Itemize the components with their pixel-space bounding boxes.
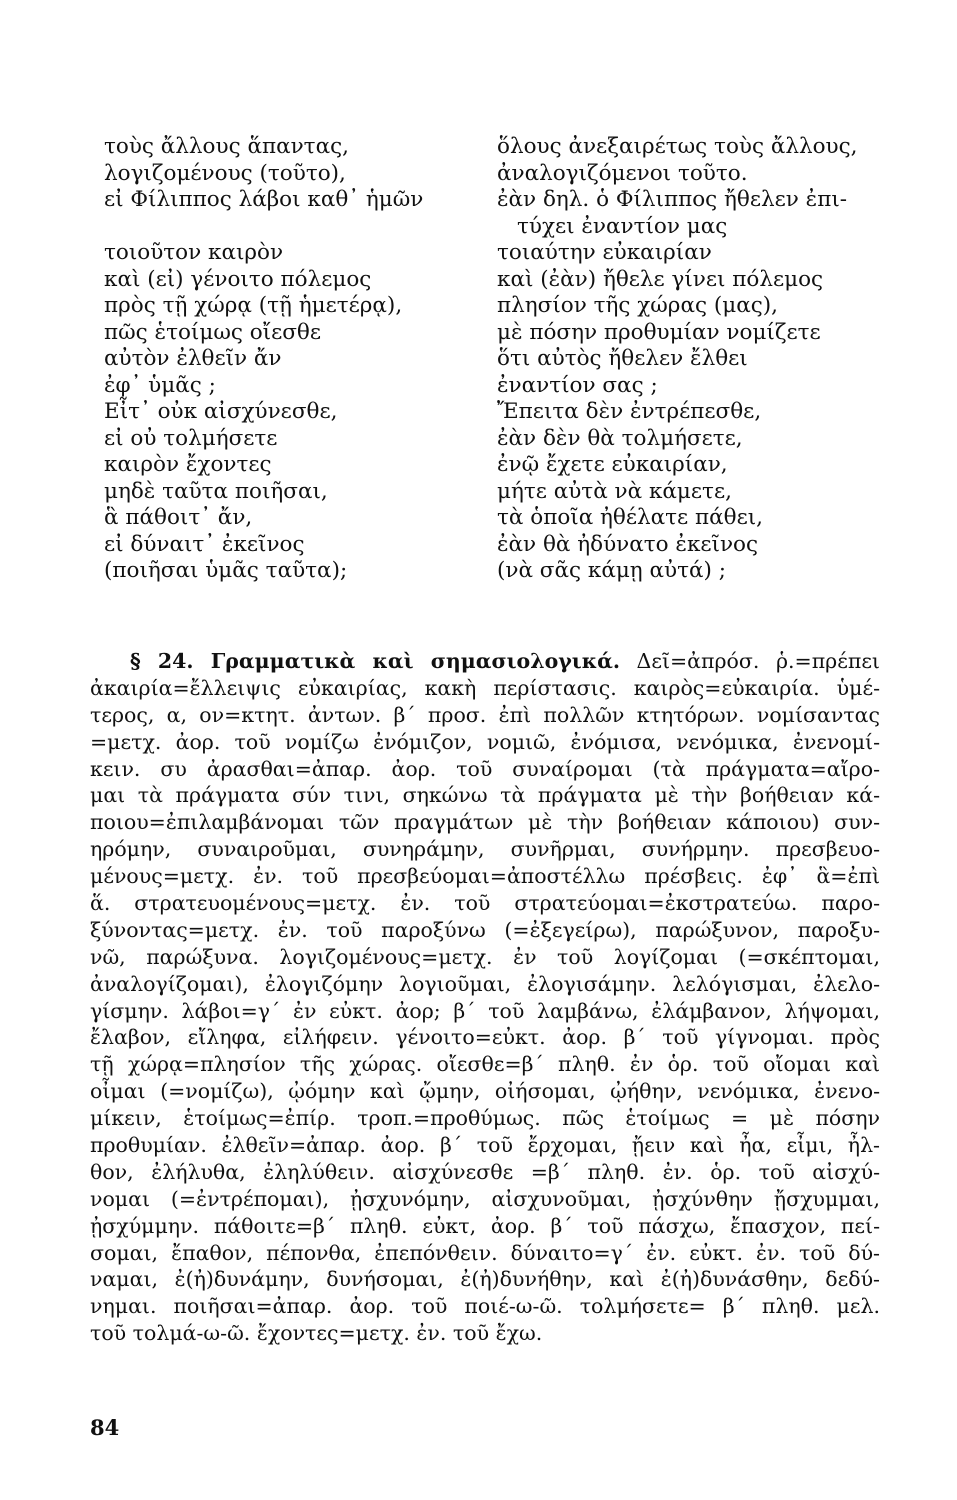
note-line: νομαι (=ἐντρέπομαι), ᾐσχυνόμην, αἰσχυνοῦμαι, ᾐσχύνθην ᾔσχυμμαι, — [90, 1186, 880, 1211]
original-line: ἐφ᾽ ὑμᾶς ; — [104, 372, 216, 398]
page-number: 84 — [90, 1415, 120, 1440]
note-line: νημαι. ποιῆσαι=ἀπαρ. ἀορ. τοῦ ποιέ-ω-ῶ. τολμήσετε= β΄ πληθ. μελ. — [90, 1294, 880, 1319]
translation-line: ἐναντίον σας ; — [497, 372, 658, 398]
original-line: εἰ οὐ τολμήσετε — [104, 425, 278, 451]
translation-line: ἐὰν δὲν θὰ τολμήσετε, — [497, 425, 743, 451]
original-line: εἰ Φίλιππος λάβοι καθ᾽ ἡμῶν — [104, 187, 424, 212]
translation-line: τὰ ὁποῖα ἠθέλατε πάθει, — [497, 505, 764, 530]
grammar-notes — [90, 648, 880, 1347]
original-line: καιρὸν ἔχοντες — [104, 452, 272, 477]
note-line: μίκειν, ἑτοίμως=ἐπίρ. τροπ.=προθύμως. πῶς ἑτοίμως = μὲ πόσην — [90, 1106, 880, 1131]
translation-line: τοιαύτην εὐκαιρίαν — [497, 240, 712, 265]
original-line: εἰ δύναιτ᾽ ἐκεῖνος — [104, 531, 305, 557]
translation-line: ὅτι αὐτὸς ἤθελεν ἔλθει — [497, 346, 748, 371]
note-line: θον, ἐλήλυθα, ἐληλύθειν. αἰσχύνεσθε =β΄ πληθ. ἐν. ὁρ. τοῦ αἰσχύ- — [90, 1159, 880, 1184]
original-line: μηδὲ ταῦτα ποιῆσαι, — [104, 478, 328, 504]
note-line: οἶμαι (=νομίζω), ᾠόμην καὶ ᾤμην, οἰήσομαι, ᾠήθην, νενόμικα, ἐνενο- — [90, 1079, 880, 1104]
translation-line: (νὰ σᾶς κάμῃ αὐτά) ; — [497, 558, 726, 583]
note-line: προθυμίαν. ἐλθεῖν=ἀπαρ. ἀορ. β΄ τοῦ ἔρχομαι, ᾔειν καὶ ἦα, εἶμι, ἦλ- — [90, 1133, 880, 1158]
original-line: πρὸς τῇ χώρᾳ (τῇ ἡμετέρᾳ), — [104, 293, 403, 318]
note-line: ἀναλογίζομαι), ἐλογιζόμην λογιοῦμαι, ἐλογισάμην. λελόγισμαι, ἐλελο- — [90, 971, 880, 996]
original-line: αὐτὸν ἐλθεῖν ἄν — [104, 346, 282, 371]
translation-line: πλησίον τῆς χώρας (μας), — [497, 293, 778, 318]
note-line: ἔλαβον, εἴληφα, εἰλήφειν. γένοιτο=εὐκτ. ἀορ. β΄ τοῦ γίγνομαι. πρὸς — [90, 1025, 880, 1050]
note-line: ξύνοντας=μετχ. ἐν. τοῦ παροξύνω (=ἐξεγείρω), παρώξυνον, παροξυ- — [90, 917, 880, 942]
translation-line: ἐνῷ ἔχετε εὐκαιρίαν, — [497, 452, 728, 477]
translation-line: ἐὰν δηλ. ὁ Φίλιππος ἤθελεν ἐπι- — [497, 187, 848, 212]
translation-line: μὲ πόσην προθυμίαν νομίζετε — [497, 319, 821, 345]
original-line: (ποιῆσαι ὑμᾶς ταῦτα); — [104, 558, 348, 583]
note-line: ηρόμην, συναιροῦμαι, συνηράμην, συνῆρμαι, συνήρμην. πρεσβευο- — [90, 837, 880, 862]
translation-line: ἐὰν θὰ ἠδύνατο ἐκεῖνος — [497, 531, 759, 557]
note-line: τοῦ τολμά-ω-ῶ. ἔχοντες=μετχ. ἐν. τοῦ ἔχω. — [90, 1321, 543, 1346]
note-line: νῶ, παρώξυνα. λογιζομένους=μετχ. ἐν τοῦ λογίζομαι (=σκέπτομαι, — [90, 944, 880, 969]
note-line: ἀκαιρία=ἔλλειψις εὐκαιρίας, κακὴ περίστασις. καιρὸς=εὐκαιρία. ὑμέ- — [90, 675, 880, 700]
translation-line: τύχει ἐναντίον μας — [517, 213, 728, 239]
note-line: ἅ. στρατευομένους=μετχ. ἐν. τοῦ στρατεύομαι=ἐκστρατεύω. παρο- — [90, 891, 880, 916]
translation-line: καὶ (ἐὰν) ἤθελε γίνει πόλεμος — [497, 266, 824, 292]
note-line: γίσμην. λάβοι=γ΄ ἐν εὐκτ. ἀορ; β΄ τοῦ λαμβάνω, ἐλάμβανον, λήψομαι, — [90, 998, 880, 1023]
note-line: κειν. συ ἀρασθαι=ἀπαρ. ἀορ. τοῦ συναίρομαι (τὰ πράγματα=αἴρο- — [90, 756, 880, 781]
translation-line: ὅλους ἀνεξαιρέτως τοὺς ἄλλους, — [497, 134, 858, 159]
note-line: ᾐσχύμμην. πάθοιτε=β΄ πληθ. εὐκτ, ἀορ. β΄ τοῦ πάσχω, ἔπασχον, πεί- — [90, 1213, 880, 1238]
note-line: μένους=μετχ. ἐν. τοῦ πρεσβεύομαι=ἀποστέλλω πρέσβεις. ἐφ᾽ ἃ=ἐπὶ — [90, 864, 880, 889]
note-line: μαι τὰ πράγματα σύν τινι, σηκώνω τὰ πράγματα μὲ τὴν βοήθειαν κά- — [90, 783, 880, 808]
note-line: ποιου=ἐπιλαμβάνομαι τῶν πραγμάτων μὲ τὴν βοήθειαν κάποιου) συν- — [90, 810, 880, 835]
translation-line: ἀναλογιζόμενοι τοῦτο. — [497, 160, 748, 186]
original-line: ἃ πάθοιτ᾽ ἄν, — [104, 505, 253, 530]
original-line: λογιζομένους (τοῦτο), — [104, 160, 346, 186]
original-text-column — [104, 134, 423, 585]
note-line: =μετχ. ἀορ. τοῦ νομίζω ἐνόμιζον, νομιῶ, ἐνόμισα, νενόμικα, ἐνενομί- — [90, 729, 880, 754]
original-line: Εἶτ᾽ οὐκ αἰσχύνεσθε, — [104, 399, 338, 424]
original-line: τοιοῦτον καιρὸν — [104, 240, 284, 265]
original-line: καὶ (εἰ) γένοιτο πόλεμος — [104, 266, 372, 292]
note-line: σομαι, ἔπαθον, πέπονθα, ἐπεπόνθειν. δύναιτο=γ΄ ἐν. εὐκτ. ἐν. τοῦ δύ- — [90, 1240, 880, 1265]
section-heading: § 24. Γραμματικὰ καὶ σημασιολογικά. — [130, 649, 620, 673]
note-line: τερος, α, ον=κτητ. ἀντων. β΄ προσ. ἐπὶ πολλῶν κτητόρων. νομίσαντας — [90, 702, 880, 727]
translation-line: Ἔπειτα δὲν ἐντρέπεσθε, — [497, 399, 762, 424]
note-line: τῇ χώρᾳ=πλησίον τῆς χώρας. οἴεσθε=β΄ πληθ. ἐν ὁρ. τοῦ οἴομαι καὶ — [90, 1052, 880, 1077]
original-line: τοὺς ἄλλους ἅπαντας, — [104, 134, 349, 159]
note-line: Δεῖ=ἀπρόσ. ῥ.=πρέπει — [636, 649, 880, 673]
original-line-blank — [104, 214, 423, 241]
translation-column — [497, 134, 858, 585]
notes-first-line — [90, 648, 880, 675]
translation-line: μήτε αὐτὰ νὰ κάμετε, — [497, 478, 732, 504]
note-line: ναμαι, ἐ(ἠ)δυνάμην, δυνήσομαι, ἐ(ἠ)δυνήθην, καὶ ἐ(ἠ)δυνάσθην, δεδύ- — [90, 1267, 880, 1292]
original-line: πῶς ἑτοίμως οἴεσθε — [104, 319, 321, 345]
